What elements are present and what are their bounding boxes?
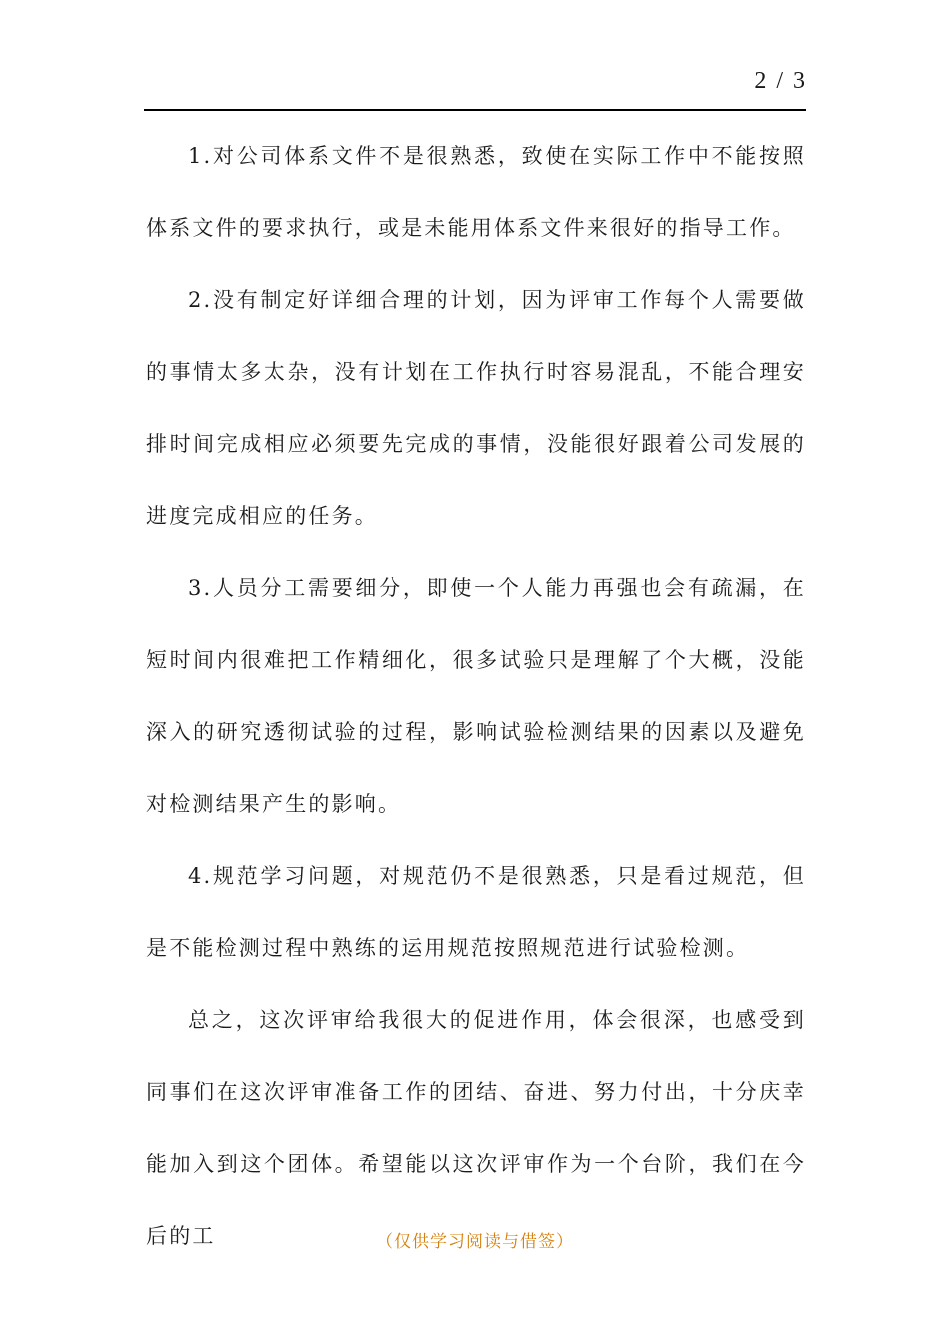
- paragraph-4: 4.规范学习问题，对规范仍不是很熟悉，只是看过规范，但是不能检测过程中熟练的运用规范按照规范进行试验检测。: [146, 864, 806, 960]
- page-number: 2 / 3: [754, 68, 807, 94]
- document-body: [146, 120, 806, 1272]
- paragraph-5: 总之，这次评审给我很大的促进作用，体会很深，也感受到同事们在这次评审准备工作的团结、奋进、努力付出，十分庆幸能加入到这个团体。希望能以这次评审作为一个台阶，我们在今后的工: [146, 1008, 806, 1248]
- paragraph-1: 1.对公司体系文件不是很熟悉，致使在实际工作中不能按照体系文件的要求执行，或是未能用体系文件来很好的指导工作。: [146, 144, 806, 240]
- paragraph-3: 3.人员分工需要细分，即使一个人能力再强也会有疏漏，在短时间内很难把工作精细化，很多试验只是理解了个大概，没能深入的研究透彻试验的过程，影响试验检测结果的因素以及避免对检测结果产生的影响。: [146, 576, 806, 816]
- header-rule: [144, 109, 806, 111]
- paragraph-2: 2.没有制定好详细合理的计划，因为评审工作每个人需要做的事情太多太杂，没有计划在工作执行时容易混乱，不能合理安排时间完成相应必须要先完成的事情，没能很好跟着公司发展的进度完成相应的任务。: [146, 288, 806, 528]
- footer-note: （仅供学习阅读与借签）: [376, 1232, 574, 1252]
